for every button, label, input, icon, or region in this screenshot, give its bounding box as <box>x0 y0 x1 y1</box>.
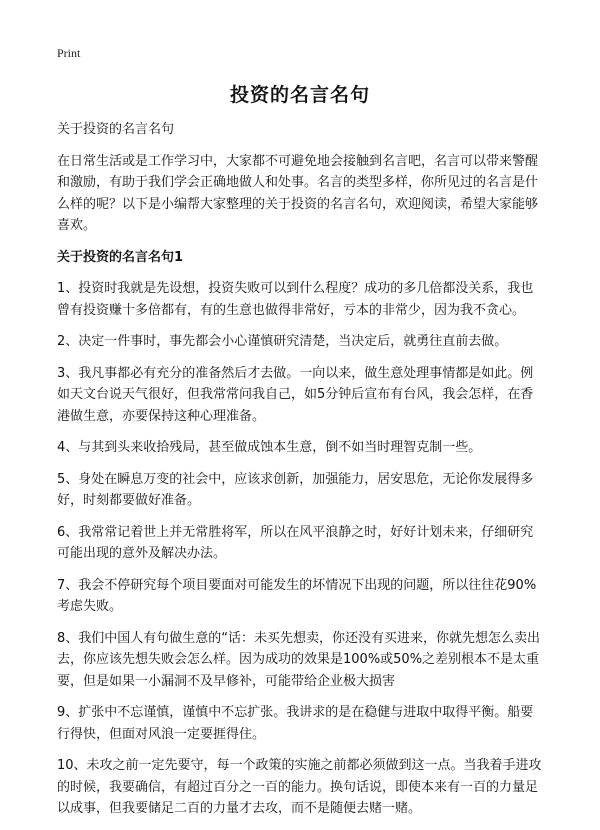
quote-item: 2、决定一件事时，事先都会小心谨慎研究清楚，当决定后，就勇往直前去做。 <box>57 334 508 349</box>
print-link[interactable]: Print <box>57 46 81 60</box>
section-heading: 关于投资的名言名句1 <box>57 249 184 265</box>
quote-item: 10、未攻之前一定先要守，每一个政策的实施之前都必须做到这一点。当我着手进攻的时候，我要确信，有超过百分之一百的能力。换句话说，即使本来有一百的力量足以成事，但我要储足二百的力量才去攻，而不是随便去赌一赌。 <box>57 758 542 816</box>
article-body <box>57 119 545 830</box>
page-title: 投资的名言名句 <box>229 84 370 106</box>
quote-item: 6、我常常记着世上并无常胜将军，所以在风平浪静之时，好好计划未来，仔细研究可能出现的意外及解决办法。 <box>57 524 534 561</box>
quote-item: 5、身处在瞬息万变的社会中，应该求创新，加强能力，居安思危，无论你发展得多好，时刻都要做好准备。 <box>57 471 534 508</box>
quote-item: 8、我们中国人有句做生意的“话：未买先想卖，你还没有买进来，你就先想怎么卖出去，你应该先想失败会怎么样。因为成功的效果是100%或50%之差别根本不是太重要，但是如果一小漏洞不及早修补，可能带给企业极大损害 <box>57 630 541 689</box>
intro-paragraph: 在日常生活或是工作学习中，大家都不可避免地会接触到名言吧，名言可以带来警醒和激励，有助于我们学会正确地做人和处事。名言的类型多样，你所见过的名言是什么样的呢？以下是小编帮大家整理的关于投资的名言名句，欢迎阅读，希望大家能够喜欢。 <box>57 153 539 233</box>
quote-item: 9、扩张中不忘谨慎，谨慎中不忘扩张。我讲求的是在稳健与进取中取得平衡。船要行得快，但面对风浪一定要捱得住。 <box>57 705 534 742</box>
quote-item: 1、投资时我就是先设想，投资失败可以到什么程度？成功的多几倍都没关系，我也曾有投资赚十多倍都有，有的生意也做得非常好，亏本的非常少，因为我不贪心。 <box>57 281 534 318</box>
quote-item: 4、与其到头来收拾残局，甚至做成蚀本生意，倒不如当时理智克制一些。 <box>57 440 482 455</box>
article-subtitle: 关于投资的名言名句 <box>57 122 175 137</box>
quote-item: 7、我会不停研究每个项目要面对可能发生的坏情况下出现的问题，所以往往花90%考虑失败。 <box>57 577 537 614</box>
quote-item: 3、我凡事都必有充分的准备然后才去做。一向以来，做生意处理事情都是如此。例如天文台说天气很好，但我常常问我自己，如5分钟后宣布有台风，我会怎样，在香港做生意，亦要保持这种心理准备。 <box>57 365 534 424</box>
quote-list <box>57 278 545 820</box>
